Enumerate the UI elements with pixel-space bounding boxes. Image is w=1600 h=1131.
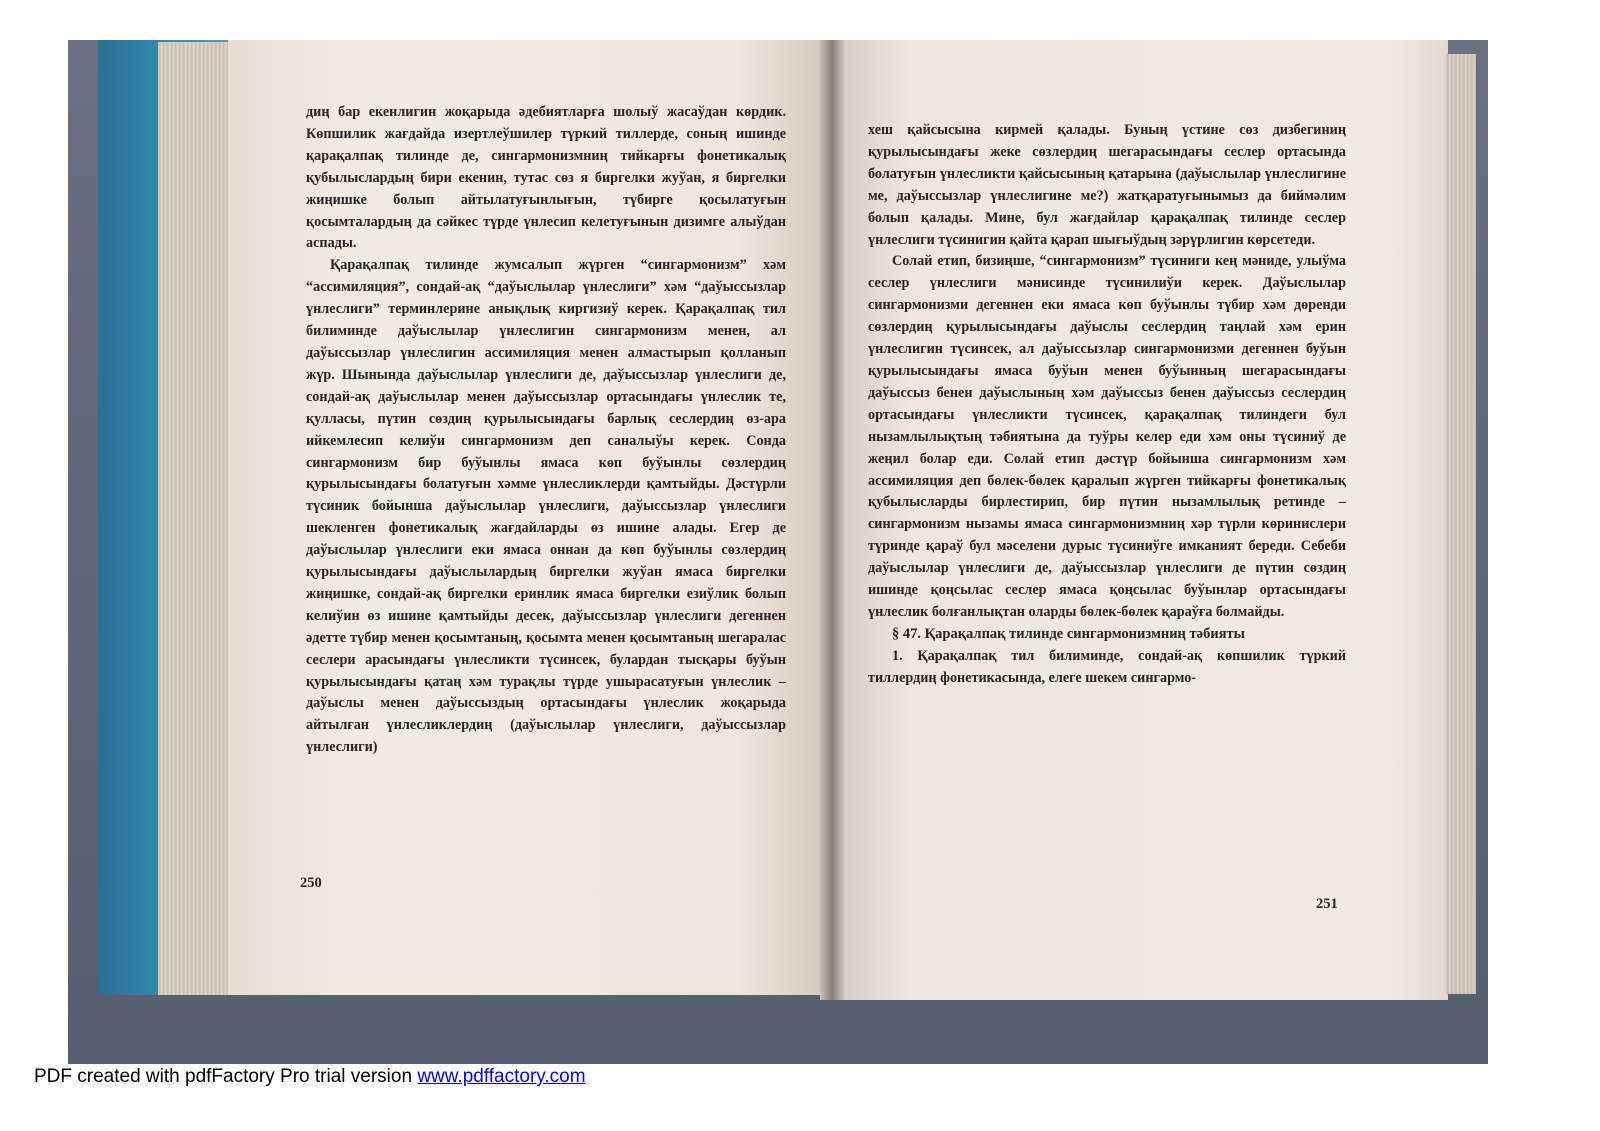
footer-text: PDF created with pdfFactory Pro trial version: [34, 1066, 418, 1087]
paragraph: 1. Қарақалпақ тил билиминде, сондай-ақ көпшилик түркий тиллердиң фонетикасында, елеге шекем сингармо-: [868, 647, 1346, 686]
paragraph: хеш қайсысына кирмей қалады. Буның үстине сөз дизбегиниң қурылысындағы жеке сөзлердиң шегарасындағы сеслер ортасында болатуғын үнлесликти қайсысының қатарына (даўыслылар үнлеслигине ме, даўыссызлар үнлеслигине ме?) жатқаратуғынымыз да биймәлим болып қалады. Мине, бул жағдайлар қарақалпақ тилинде сеслер үнлеслиги түсинигин қайта қарап шығыўдың зәрүрлигин көрсетеди.: [868, 122, 1346, 248]
section-heading: § 47. Қарақалпақ тилинде сингармонизмниң тәбияты: [892, 625, 1245, 642]
page-edges-left: [158, 42, 228, 995]
paragraph: Солай етип, бизиңше, “сингармонизм” түсиниги кең мәниде, улыўма сеслер үнлеслиги мәнисинде түсинилиўи керек. Даўыслылар сингармонизми дегеннен еки ямаса көп буўынлы түбир хәм дөренди сөзлердиң қурылысындағы даўыслы сеслердиң таңлай хәм ерин үнлеслигин түсинсек, ал даўыссызлар сингармонизми дегеннен буўын қурылысындағы ямаса буўын менен буўынның шегарасындағы даўыссыз бенен даўыслының хәм даўыссыз бенен даўыссыз сеслердиң ортасындағы үнлесликти түсинсек, қарақалпақ тилиндеги бул нызамлылықтың тәбиятына да туўры келер еди хәм оны түсиниў де жеңил болар еди. Солай етип дәстүр бойынша сингармонизм хәм ассимиляция деп бөлек-бөлек қаралып жүрген тийкарғы фонетикалық қубылысларды бирлестирип, бир пүтин нызамлылық ретинде – сингармонизм нызамы ямаса сингармонизмниң хәр түрли көринислери түринде қараў бул мәселени дурыс түсиниўге имканият береди. Себеби даўыслылар үнлеслиги де, даўыссызлар үнлеслиги де пүтин сөздиң ишинде қоңсылас сеслер ямаса қоңсылас буўынлар ортасындағы үнлеслик болғанлықтан оларды бөлек-бөлек қараўға болмайды.: [868, 253, 1346, 620]
scanned-book-image: [68, 40, 1488, 1064]
paragraph: диң бар екенлигин жоқарыда әдебиятларға шолыў жасаўдан көрдик. Көпшилик жағдайда изертлеўшилер түркий тиллерде, соның ишинде қарақалпақ тилинде де, сингармонизмниң тийкарғы фонетикалық қубылыслардың бири екенин, тутас сөз я биргелки жуўан, я биргелки жиңишке болып айтылатуғынлығын, түбирге қосылатуғын қосымталардың да сәйкес түрде үнлесип келетуғынын дизимге алыўдан аспады.: [306, 104, 786, 252]
left-page-text: [306, 102, 786, 759]
pdf-footer: [34, 1066, 586, 1088]
page-edges-right: [1446, 54, 1476, 994]
right-page-text: [868, 120, 1346, 690]
book-gutter: [820, 40, 844, 1000]
page-number-right: 251: [1316, 896, 1338, 912]
page-number-left: 250: [300, 875, 322, 891]
paragraph: Қарақалпақ тилинде жумсалып жүрген “сингармонизм” хәм “ассимиляция”, сондай-ақ “даўыслылар үнлеслиги” хәм “даўыссызлар үнлеслиги” терминлерине анықлық киргизиў керек. Қарақалпақ тил билиминде даўыслылар үнлеслигин сингармонизм менен, ал даўыссызлар үнлеслигин ассимиляция менен алмастырып қолланып жүр. Шынында даўыслылар үнлеслиги де, даўыссызлар үнлеслиги де, сондай-ақ даўыслылар менен даўыссызлар ортасындағы үнлеслик те, қулласы, пүтин сөздиң қурылысындағы барлық сеслердиң өз-ара ийкемлесип келиўи сингармонизм деп саналыўы керек. Сонда сингармонизм бир буўынлы ямаса көп буўынлы сөзлердиң қурылысындағы болатуғын хәмме үнлесликлерди қамтыйды. Дәстүрли түсиник бойынша даўыслылар үнлеслиги, даўыссызлар үнлеслиги шекленген фонетикалық жағдайларды өз ишине алады. Егер де даўыслылар үнлеслиги еки ямаса оннан да көп буўынлы сөзлердиң қурылысындағы даўыслылардың биргелки жуўан ямаса биргелки жиңишке, сондай-ақ биргелки еринлик ямаса биргелки езиўлик болып келиўин өз ишине қамтыйды десек, даўыссызлар үнлеслиги дегеннен әдетте түбир менен қосымтаның, қосымта менен қосымтаның шегаралас сеслери арасындағы үнлесликти түсинсек, булардан тысқары буўын қурылысындағы қатаң хәм турақлы түрде ушырасатуғын үнлеслик – даўыслы менен даўыссыздың ортасындағы үнлеслик жоқарыда айтылған үнлесликлердиң (даўыслылар үнлеслиги, даўыссызлар үнлеслиги): [306, 257, 786, 756]
pdffactory-link[interactable]: www.pdffactory.com: [417, 1066, 586, 1087]
